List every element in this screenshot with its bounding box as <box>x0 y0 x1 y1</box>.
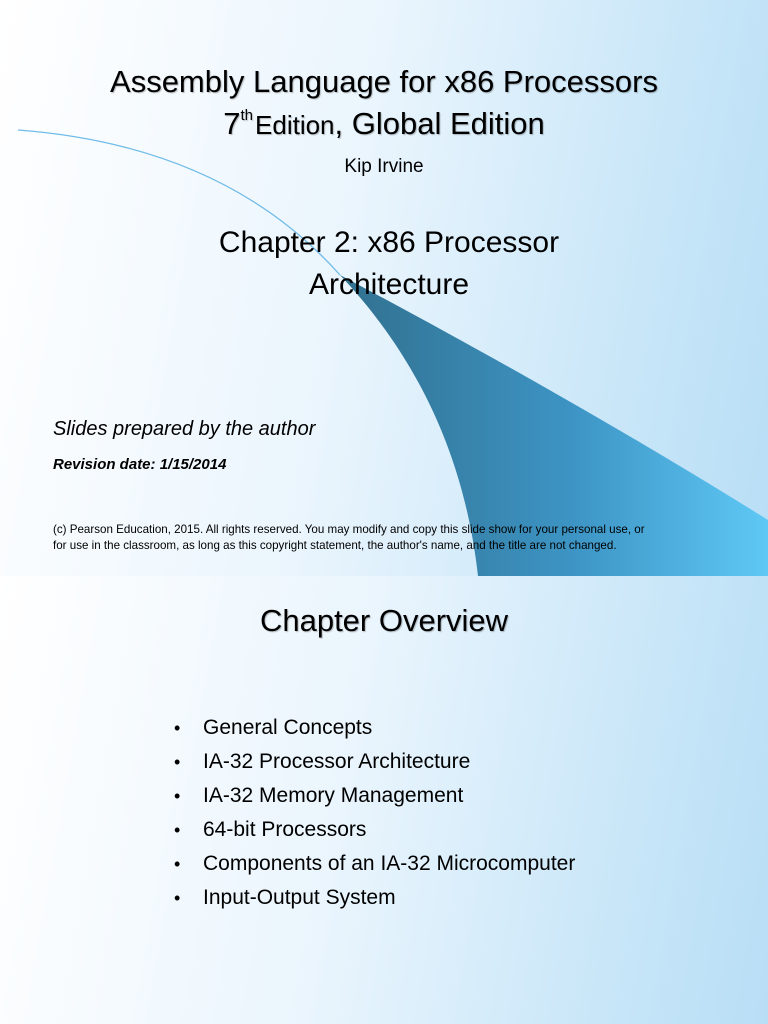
chapter-title-line-2: Architecture <box>308 268 470 301</box>
edition-number: 7 <box>223 106 241 141</box>
prepared-by-text: Slides prepared by the author <box>53 418 316 440</box>
list-item: • IA-32 Processor Architecture <box>174 750 575 784</box>
revision-date: Revision date: 1/15/2014 <box>53 456 227 473</box>
edition-rest: , Global Edition <box>334 106 545 141</box>
overview-slide <box>0 576 768 1024</box>
book-title: Assembly Language for x86 Processors <box>110 64 658 99</box>
list-item: • Components of an IA-32 Microcomputer <box>174 852 575 886</box>
copyright-line-2: for use in the classroom, as long as this copyright statement, the author's name, and the title are not changed. <box>53 539 617 552</box>
chapter-title-line-1: Chapter 2: x86 Processor <box>218 226 560 259</box>
list-item: • General Concepts <box>174 716 575 750</box>
book-edition <box>0 106 768 142</box>
copyright-line-1: (c) Pearson Education, 2015. All rights reserved. You may modify and copy this slide show for your personal use, or <box>53 523 645 536</box>
list-item: • Input-Output System <box>174 886 575 920</box>
copyright-notice <box>53 522 733 554</box>
list-item: • 64-bit Processors <box>174 818 575 852</box>
edition-word: Edition <box>255 110 335 140</box>
edition-suffix: th <box>240 107 254 124</box>
author-name: Kip Irvine <box>344 156 424 177</box>
overview-title: Chapter Overview <box>259 603 509 638</box>
chapter-title <box>0 222 768 306</box>
overview-list <box>174 716 575 920</box>
list-item: • IA-32 Memory Management <box>174 784 575 818</box>
